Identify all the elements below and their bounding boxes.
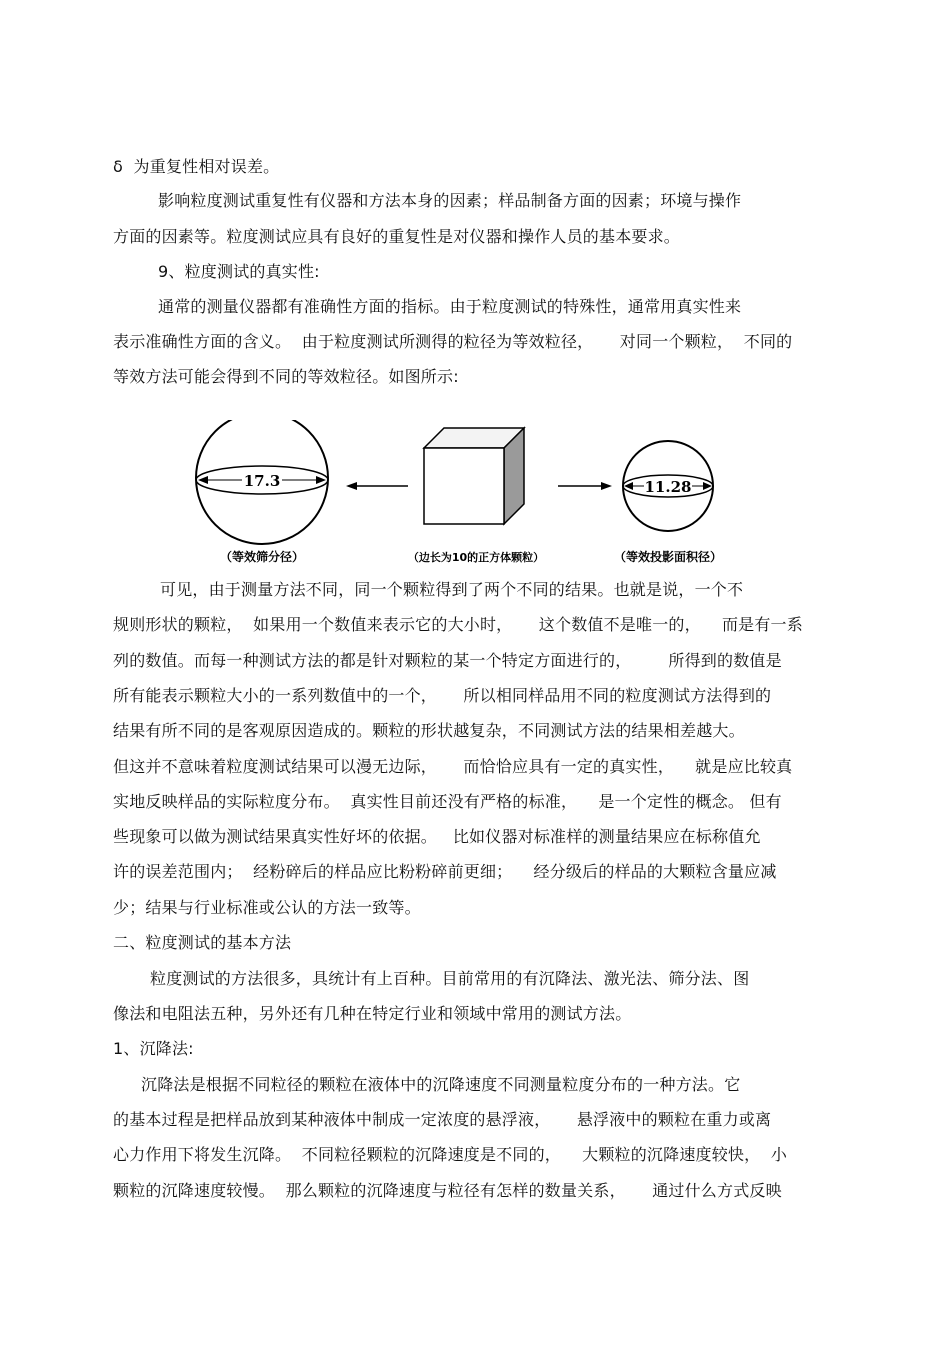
- sieve-diameter-value: 17.3: [243, 472, 281, 490]
- left-caption: （等效筛分径）: [219, 550, 305, 564]
- sieve-diameter-sphere: [196, 420, 328, 544]
- text-line: 沉降法是根据不同粒径的颗粒在液体中的沉降速度不同测量粒度分布的一种方法。它: [141, 1075, 741, 1094]
- text-line: 颗粒的沉降速度较慢。 那么颗粒的沉降速度与粒径有怎样的数量关系， 通过什么方式反映: [113, 1181, 782, 1200]
- text-line: 通常的测量仪器都有准确性方面的指标。由于粒度测试的特殊性，通常用真实性来: [158, 297, 742, 316]
- text-line: 少；结果与行业标准或公认的方法一致等。: [113, 898, 421, 917]
- projected-area-sphere: [623, 441, 713, 531]
- text-line: 方面的因素等。粒度测试应具有良好的重复性是对仪器和操作人员的基本要求。: [113, 227, 681, 246]
- text-line: 许的误差范围内； 经粉碎后的样品应比粉粉碎前更细； 经分级后的样品的大颗粒含量应减: [113, 862, 777, 881]
- text-line: 像法和电阻法五种，另外还有几种在特定行业和领域中常用的测试方法。: [113, 1004, 632, 1023]
- center-caption: （边长为10的正方体颗粒）: [407, 551, 545, 564]
- equivalent-diameter-figure: [180, 420, 760, 570]
- text-line: 粒度测试的方法很多，具统计有上百种。目前常用的有沉降法、激光法、筛分法、图: [150, 969, 750, 988]
- right-arrow: [558, 482, 612, 490]
- text-line: δ 为重复性相对误差。: [113, 157, 280, 176]
- text-line: 结果有所不同的是客观原因造成的。颗粒的形状越复杂，不同测试方法的结果相差越大。: [113, 721, 745, 740]
- right-caption: （等效投影面积径）: [613, 550, 723, 564]
- text-line: 表示准确性方面的含义。 由于粒度测试所测得的粒径为等效粒径， 对同一个颗粒， 不同的: [113, 332, 793, 351]
- section-heading: 二、粒度测试的基本方法: [113, 933, 292, 952]
- text-line: 等效方法可能会得到不同的等效粒径。如图所示:: [113, 367, 459, 386]
- text-line: 所有能表示颗粒大小的一系列数值中的一个， 所以相同样品用不同的粒度测试方法得到的: [113, 686, 772, 705]
- text-line: 实地反映样品的实际粒度分布。 真实性目前还没有严格的标准， 是一个定性的概念。 但有: [113, 792, 782, 811]
- text-line: 可见，由于测量方法不同，同一个颗粒得到了两个不同的结果。也就是说，一个不: [160, 580, 744, 599]
- cube-particle: [424, 428, 524, 524]
- left-arrow: [346, 482, 408, 490]
- section-heading: 9、粒度测试的真实性:: [158, 262, 320, 281]
- text-line: 列的数值。而每一种测试方法的都是针对颗粒的某一个特定方面进行的， 所得到的数值是: [113, 651, 782, 670]
- text-line: 的基本过程是把样品放到某种液体中制成一定浓度的悬浮液， 悬浮液中的颗粒在重力或离: [113, 1110, 772, 1129]
- text-line: 心力作用下将发生沉降。 不同粒径颗粒的沉降速度是不同的， 大颗粒的沉降速度较快， 小: [113, 1145, 788, 1164]
- text-line: 但这并不意味着粒度测试结果可以漫无边际， 而恰恰应具有一定的真实性， 就是应比较真: [113, 757, 793, 776]
- text-line: 规则形状的颗粒， 如果用一个数值来表示它的大小时， 这个数值不是唯一的， 而是有一系: [113, 615, 803, 634]
- text-line: 些现象可以做为测试结果真实性好坏的依据。 比如仪器对标准样的测量结果应在标称值允: [113, 827, 761, 846]
- projected-area-diameter-value: 11.28: [644, 478, 692, 496]
- text-line: 影响粒度测试重复性有仪器和方法本身的因素；样品制备方面的因素；环境与操作: [158, 191, 742, 210]
- section-heading: 1、沉降法:: [113, 1039, 194, 1058]
